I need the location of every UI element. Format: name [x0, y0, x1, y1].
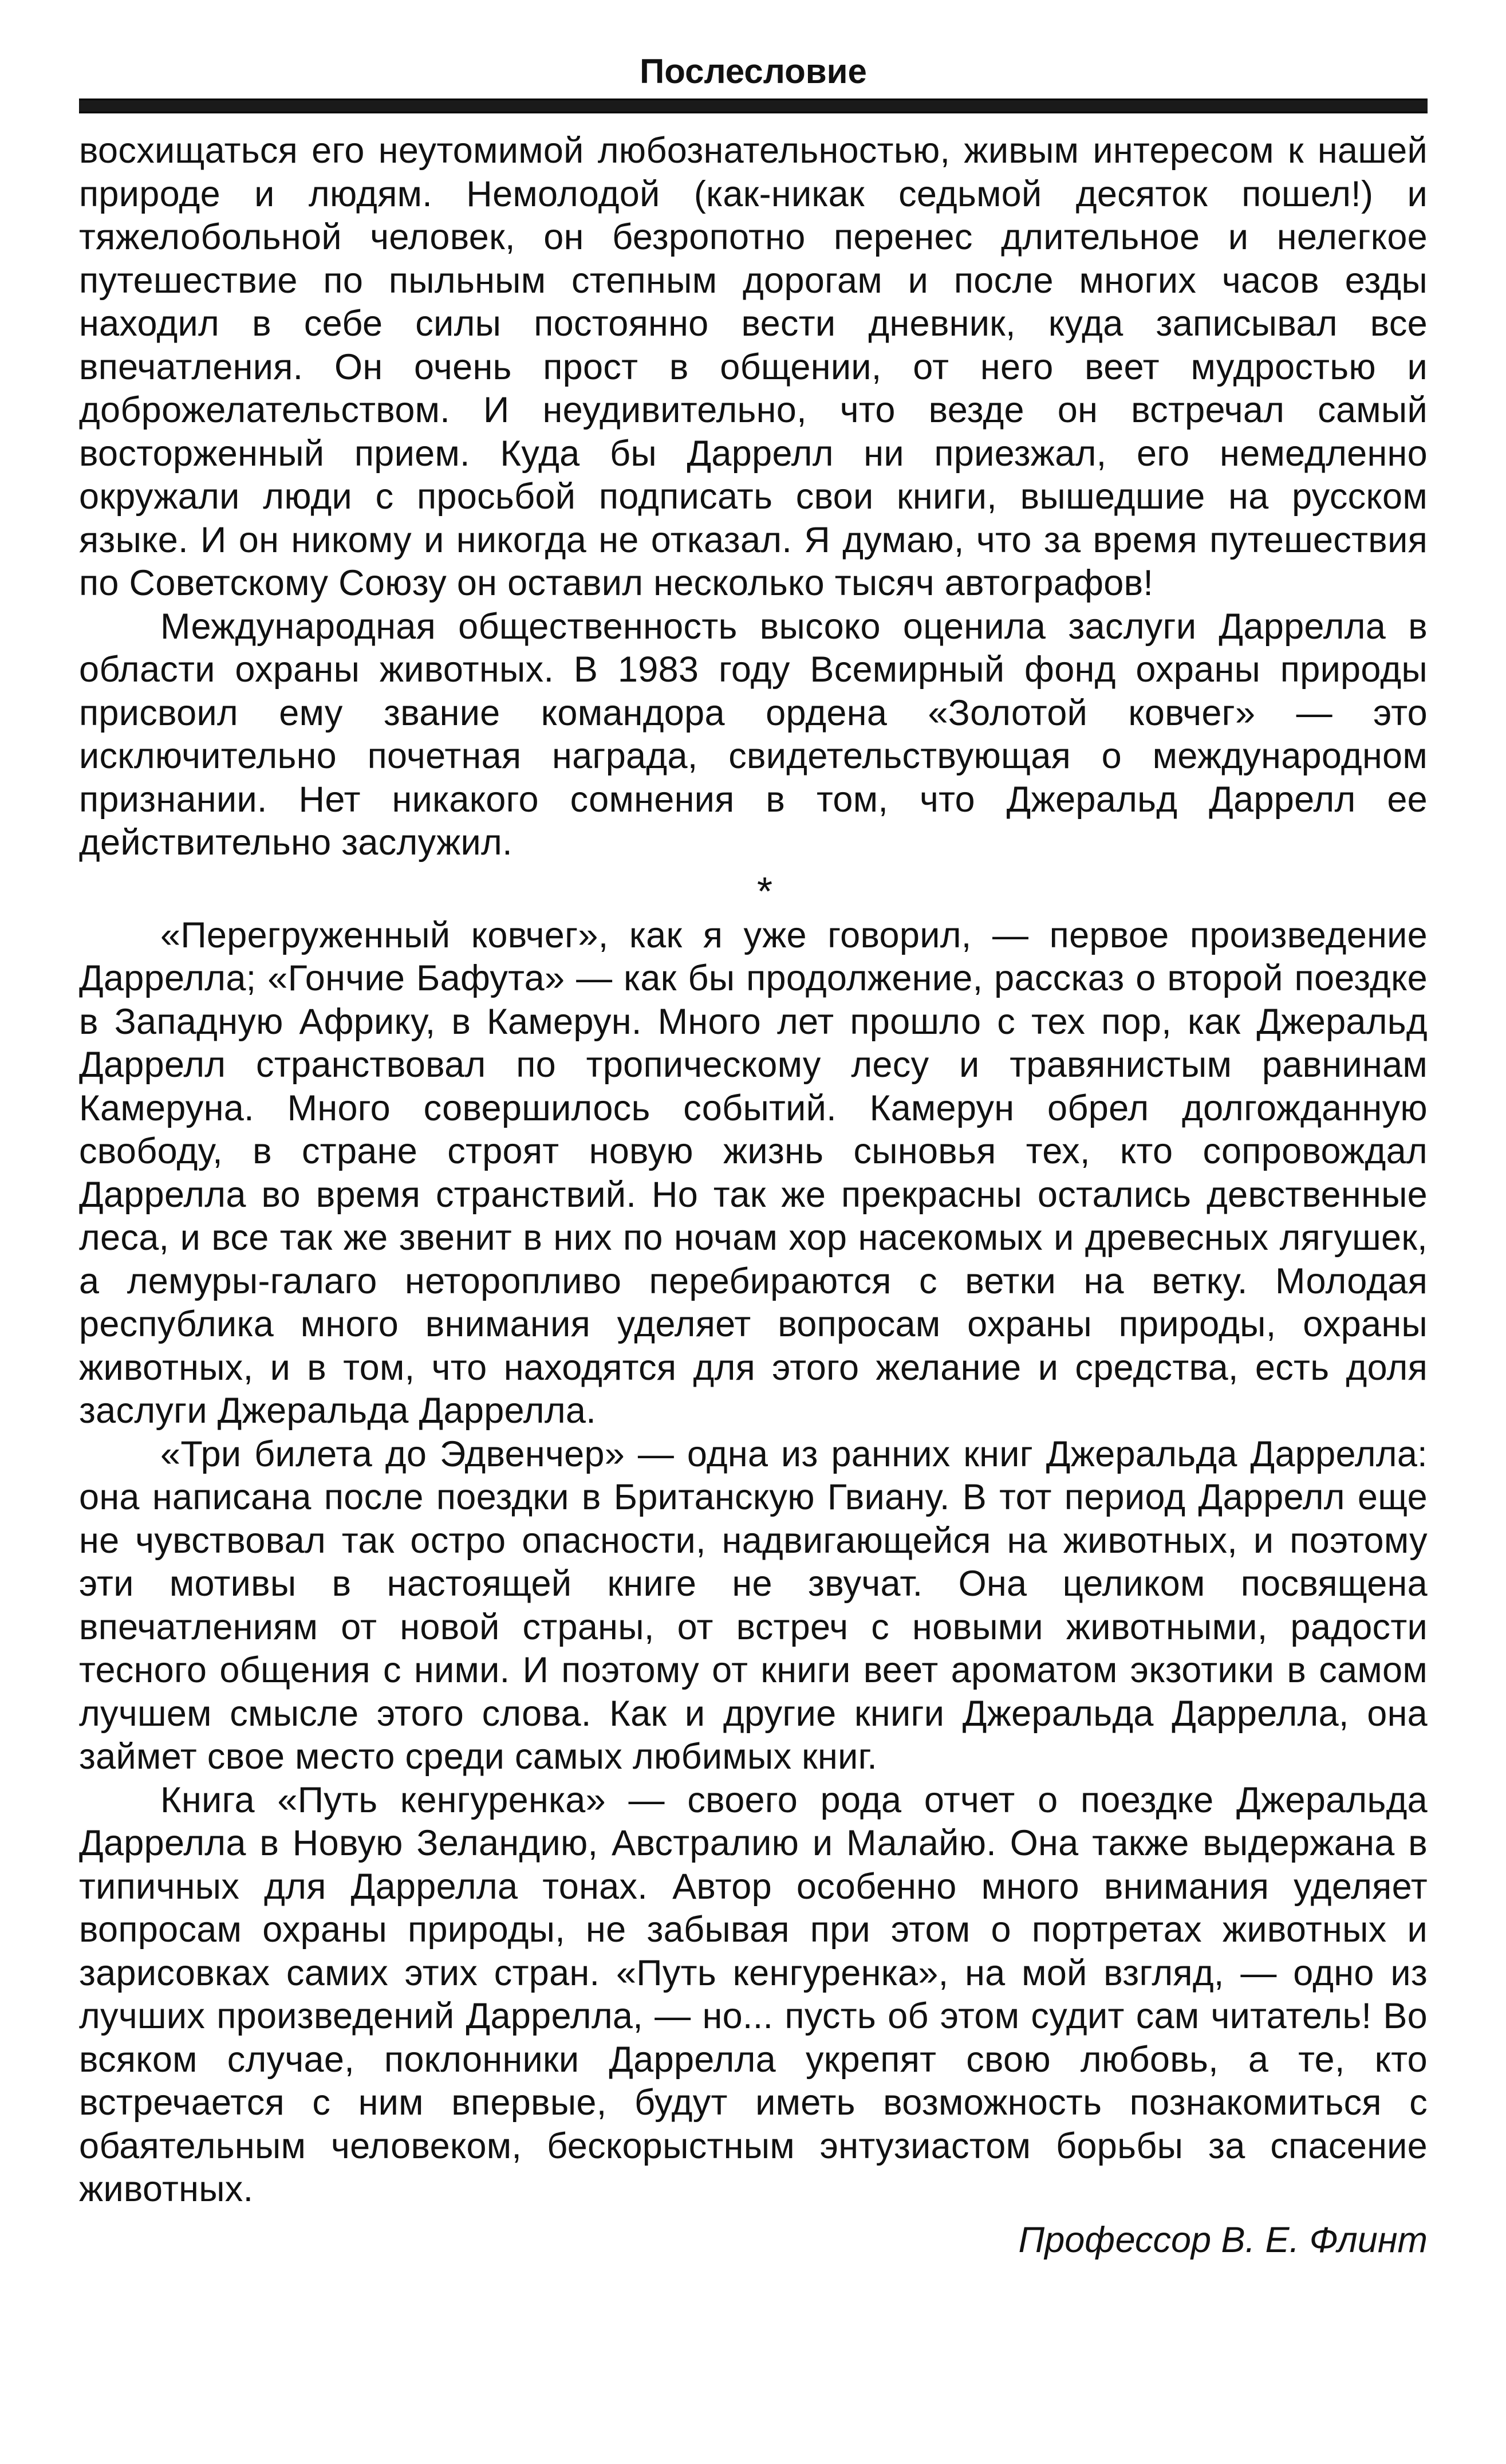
section-separator: * [756, 868, 773, 914]
author-signature: Профессор В. Е. Флинт [1018, 2219, 1428, 2260]
paragraph: «Три билета до Эдвенчер» — одна из ранних книг Джеральда Даррелла: она написана после поездки в Британскую Гвиану. В тот период Даррелл еще не чувствовал так остро опасности, надвигающейся на животных, и поэтому эти мотивы в настоящей книге не звучат. Она целиком посвящена впечатлениям от новой страны, от встреч с новыми животными, радости тесного общения с ними. И поэтому от книги веет ароматом экзотики в самом лучшем смысле этого слова. Как и другие книги Джеральда Даррелла, она займет свое место среди самых любимых книг. [79, 1434, 1428, 1777]
body-text [79, 129, 1428, 2263]
running-head: Послесловие [640, 52, 867, 90]
paragraph-continuation: восхищаться его неутомимой любознательностью, живым интересом к нашей природе и людям. Немолодой (как-никак седьмой десяток пошел!) и тяжелобольной человек, он безропотно перенес длительное и нелегкое путешествие по пыльным степным дорогам и после многих часов езды находил в себе силы постоянно вести дневник, куда записывал все впечатления. Он очень прост в общении, от него веет мудростью и доброжелательством. И неудивительно, что везде он встречал самый восторженный прием. Куда бы Даррелл ни приезжал, его немедленно окружали люди с просьбой подписать свои книги, вышедшие на русском языке. И он никому и никогда не отказал. Я думаю, что за время путешествия по Советскому Союзу он оставил несколько тысяч автографов! [79, 131, 1428, 603]
page [79, 52, 1428, 2263]
header-rule [79, 99, 1428, 113]
paragraph: «Перегруженный ковчег», как я уже говорил, — первое произведение Даррелла; «Гончие Бафута» — как бы продолжение, рассказ о второй поездке в Западную Африку, в Камерун. Много лет прошло с тех пор, как Джеральд Даррелл странствовал по тропическому лесу и травянистым равнинам Камеруна. Много совершилось событий. Камерун обрел долгожданную свободу, в стране строят новую жизнь сыновья тех, кто сопровождал Даррелла во время странствий. Но так же прекрасны остались девственные леса, и все так же звенит в них по ночам хор насекомых и древесных лягушек, а лемуры-галаго неторопливо перебираются с ветки на ветку. Молодая республика много внимания уделяет вопросам охраны природы, охраны животных, и в том, что находятся для этого желание и средства, есть доля заслуги Джеральда Даррелла. [79, 915, 1428, 1431]
paragraph: Книга «Путь кенгуренка» — своего рода отчет о поездке Джеральда Даррелла в Новую Зеландию, Австралию и Малайю. Она также выдержана в типичных для Даррелла тонах. Автор особенно много внимания уделяет вопросам охраны природы, не забывая при этом о портретах животных и зарисовках самих этих стран. «Путь кенгуренка», на мой взгляд, — одно из лучших произведений Даррелла, — но... пусть об этом судит сам читатель! Во всяком случае, поклонники Даррелла укрепят свою любовь, а те, кто встречается с ним впервые, будут иметь возможность познакомиться с обаятельным человеком, бескорыстным энтузиастом борьбы за спасение животных. [79, 1780, 1428, 2209]
paragraph: Международная общественность высоко оценила заслуги Даррелла в области охраны животных. В 1983 году Всемирный фонд охраны природы присвоил ему звание командора ордена «Золотой ковчег» — это исключительно почетная награда, свидетельствующая о международном признании. Нет никакого сомнения в том, что Джеральд Даррелл ее действительно заслужил. [79, 606, 1428, 863]
